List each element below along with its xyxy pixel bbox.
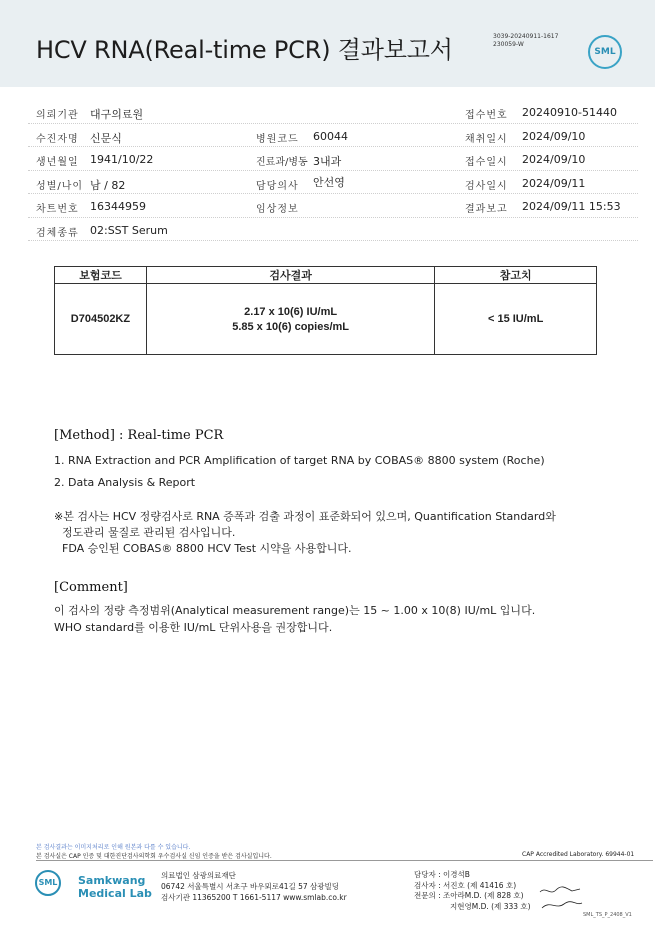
table-header-row [55, 267, 597, 284]
document-id-line2: 230059-W [493, 41, 524, 48]
insurance-code-header: 보험코드 [55, 267, 147, 284]
insurance-code-cell: D704502KZ [55, 284, 147, 355]
chart-no-label: 차트번호 [36, 204, 79, 215]
form-number: SML_TS_P_2408_V1 [583, 912, 632, 918]
collect-date-label: 채취일시 [465, 133, 508, 145]
table-row [55, 284, 597, 355]
reference-header: 참고치 [435, 267, 597, 284]
collect-date-value: 2024/09/10 [522, 129, 586, 143]
address-line: 의료법인 삼광의료재단 [161, 871, 236, 880]
comment-line: 이 검사의 정량 측정범위(Analytical measurement range)는 15 ~ 1.00 x 10(8) IU/mL 입니다. [54, 604, 536, 617]
patient-value: 신문식 [90, 131, 122, 145]
patient-info [28, 100, 638, 241]
info-row [28, 171, 638, 195]
institution-label: 의뢰기관 [36, 110, 79, 121]
doctor-label: 담당의사 [256, 180, 299, 192]
samkwang-logo-icon [35, 870, 61, 896]
receipt-no-value: 20240910-51440 [522, 106, 617, 119]
footer-divider [36, 860, 653, 861]
brand-line: Medical Lab [78, 887, 152, 900]
cap-accreditation: CAP Accredited Laboratory. 69944-01 [522, 851, 635, 858]
dept-value: 3내과 [313, 155, 342, 168]
method-note-line: FDA 승인된 COBAS® 8800 HCV Test 시약을 사용합니다. [62, 542, 352, 555]
sml-logo-icon [588, 35, 622, 69]
report-title: HCV RNA(Real-time PCR) 결과보고서 [36, 36, 453, 64]
footer-accreditation: 본 검사실은 CAP 인증 및 대한진단검사의학회 우수검사실 신임 인증을 받은 검사실입니다. [36, 853, 272, 860]
signature-icon [536, 882, 586, 914]
staff-list [414, 870, 531, 912]
dept-label: 진료과/병동 [256, 157, 308, 168]
receipt-date-label: 접수일시 [465, 157, 508, 168]
report-header [0, 0, 655, 87]
footer-disclaimer: 본 검사결과는 이미지처리로 인해 원본과 다를 수 있습니다. [36, 844, 191, 851]
staff-line: 담당자 : 이경석B [414, 870, 470, 879]
document-id [493, 33, 558, 49]
method-title: [Method] : Real-time PCR [54, 428, 224, 443]
comment-title: [Comment] [54, 580, 128, 595]
clinical-info-label: 임상정보 [256, 204, 299, 215]
report-label: 결과보고 [465, 204, 508, 215]
info-row [28, 124, 638, 148]
chart-no-value: 16344959 [90, 200, 146, 213]
sex-age-value: 남 / 82 [90, 178, 126, 192]
specimen-label: 검체종류 [36, 227, 79, 239]
method-item: 2. Data Analysis & Report [54, 476, 196, 489]
report-date-value: 2024/09/11 15:53 [522, 200, 621, 213]
result-iu: 2.17 x 10(6) IU/mL [244, 305, 338, 318]
specimen-value: 02:SST Serum [90, 223, 168, 237]
reference-cell: < 15 IU/mL [435, 284, 597, 355]
doctor-value: 안선영 [313, 175, 345, 189]
address-line: 06742 서울특별시 서초구 바우뫼로41길 57 삼광빌딩 [161, 882, 340, 891]
info-row [28, 147, 638, 171]
hospital-code-label: 병원코드 [256, 133, 299, 145]
receipt-date-value: 2024/09/10 [522, 153, 586, 166]
test-result-cell [146, 284, 434, 355]
method-note-line: 정도관리 물질로 관리된 검사입니다. [62, 526, 236, 539]
sml-logo-text: SML [594, 47, 616, 57]
brand-line: Samkwang [78, 874, 146, 887]
document-id-line1: 3039-20240911-1617 [493, 33, 559, 40]
brand-name [78, 874, 152, 900]
test-date-value: 2024/09/11 [522, 176, 586, 190]
sex-age-label: 성별/나이 [36, 180, 84, 192]
comment-line: WHO standard를 이용한 IU/mL 단위사용을 권장합니다. [54, 621, 333, 634]
hospital-code-value: 60044 [313, 129, 348, 143]
test-result-header: 검사결과 [146, 267, 434, 284]
birth-value: 1941/10/22 [90, 153, 154, 166]
info-row [28, 194, 638, 218]
method-item: 1. RNA Extraction and PCR Amplification of target RNA by COBAS® 8800 system (Roche) [54, 454, 545, 467]
receipt-no-label: 접수번호 [465, 110, 508, 121]
staff-line: 전문의 : 조아라M.D. (제 828 호) [414, 891, 524, 900]
result-table [54, 266, 597, 355]
info-row [28, 100, 638, 124]
patient-label: 수진자명 [36, 133, 79, 145]
address-line: 검사기관 11365200 T 1661-5117 www.smlab.co.kr [161, 893, 347, 902]
staff-line: 지현영M.D. (제 333 호) [450, 901, 531, 911]
institution-value: 대구의료원 [90, 108, 144, 121]
birth-label: 생년월일 [36, 157, 79, 168]
logo-text: SML [38, 878, 58, 887]
test-date-label: 검사일시 [465, 180, 508, 192]
method-note-line: ※본 검사는 HCV 정량검사로 RNA 증폭과 검출 과정이 표준화되어 있으며, Quantification Standard와 [54, 510, 556, 523]
info-row [28, 218, 638, 242]
result-copies: 5.85 x 10(6) copies/mL [232, 320, 349, 333]
staff-line: 검사자 : 서진호 (제 41416 호) [414, 880, 517, 890]
lab-address [161, 870, 347, 903]
